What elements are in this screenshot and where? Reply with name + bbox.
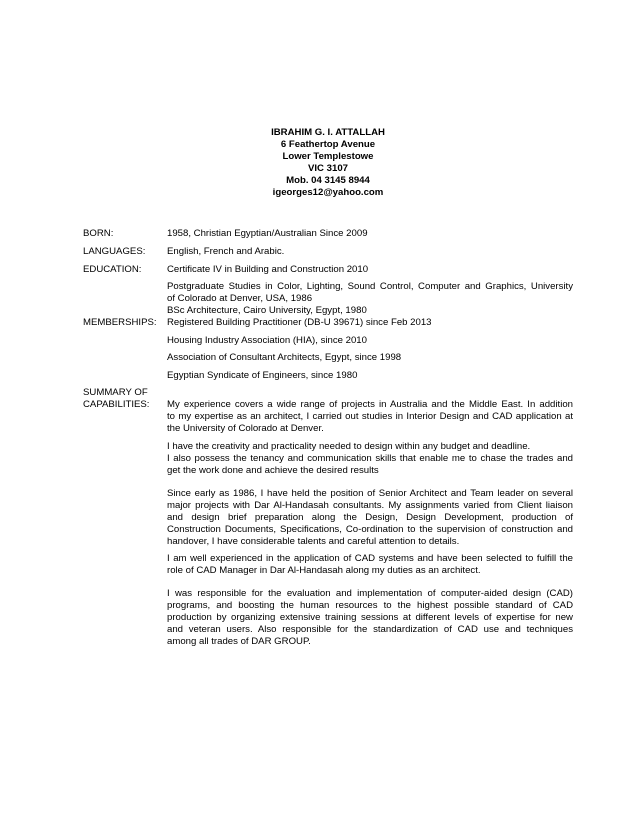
education-label: EDUCATION:	[83, 264, 142, 275]
summary-line: programs, and boosting the human resources to the highest possible standard of CAD	[167, 600, 573, 611]
summary-line: and design brief preparation along the Design, Design Development, production of	[167, 512, 573, 523]
summary-line: among all trades of DAR GROUP.	[167, 636, 311, 647]
summary-line: I have the creativity and practicality needed to design within any budget and deadline.	[167, 441, 531, 452]
membership-item-1: Registered Building Practitioner (DB-U 39671) since Feb 2013	[167, 317, 432, 328]
summary-line: to my expertise as an architect, I carried out studies in Interior Design and CAD application at	[167, 411, 573, 422]
education-item-2	[167, 281, 573, 305]
membership-item-2-line: Housing Industry Association (HIA), since 2010	[167, 335, 367, 346]
education-item-2-line: Postgraduate Studies in Color, Lighting, Sound Control, Computer and Graphics, University	[167, 281, 573, 292]
mobile-number: Mob. 04 3145 8944	[286, 175, 370, 186]
languages-label: LANGUAGES:	[83, 246, 146, 257]
born-value: 1958, Christian Egyptian/Australian Since 2009	[167, 228, 368, 239]
summary-label-line: CAPABILITIES:	[83, 399, 150, 410]
summary-paragraph-1	[167, 399, 573, 435]
summary-paragraph-5	[167, 588, 573, 648]
membership-item-2	[167, 335, 573, 347]
education-item-1: Certificate IV in Building and Construction 2010	[167, 264, 369, 275]
education-item-3	[167, 305, 573, 317]
summary-line: the University of Colorado at Denver.	[167, 423, 324, 434]
summary-line: production by organizing extensive training sessions at different levels of expertise for new	[167, 612, 573, 623]
membership-item-4	[167, 370, 573, 382]
summary-line: My experience covers a wide range of projects in Australia and the Middle East. In addition	[167, 399, 573, 410]
membership-item-3-line: Association of Consultant Architects, Egypt, since 1998	[167, 352, 402, 363]
membership-item-4-line: Egyptian Syndicate of Engineers, since 1980	[167, 370, 358, 381]
summary-line: get the work done and achieve the desired results	[167, 465, 379, 476]
contact-header	[0, 127, 638, 199]
address-suburb: Lower Templestowe	[282, 151, 374, 162]
summary-paragraph-4	[167, 553, 573, 577]
summary-line: I am well experienced in the application of CAD systems and have been selected to fulfill the	[167, 553, 573, 564]
languages-value: English, French and Arabic.	[167, 246, 285, 257]
summary-paragraph-2	[167, 441, 573, 477]
summary-line: I also possess the tenancy and communication skills that enable me to chase the trades and	[167, 453, 573, 464]
address-street: 6 Feathertop Avenue	[280, 139, 376, 150]
summary-label	[83, 387, 167, 411]
summary-line: major projects with Dar Al-Handasah consultants. My assignments varied from Client liaison	[167, 500, 573, 511]
applicant-name: IBRAHIM G. I. ATTALLAH	[271, 127, 385, 138]
summary-line: Since early as 1986, I have held the position of Senior Architect and Team leader on several	[167, 488, 573, 499]
address-state: VIC 3107	[307, 163, 348, 174]
summary-line: handover, I have considerable talents and careful attention to details.	[167, 536, 460, 547]
summary-line: I was responsible for the evaluation and implementation of computer-aided design (CAD)	[167, 588, 573, 599]
born-label: BORN:	[83, 228, 114, 239]
summary-paragraph-3	[167, 488, 573, 548]
summary-label-line: SUMMARY OF	[83, 387, 148, 398]
summary-line: role of CAD Manager in Dar Al-Handasah along my duties as an architect.	[167, 565, 481, 576]
memberships-label: MEMBERSHIPS:	[83, 317, 157, 328]
education-item-3-line: BSc Architecture, Cairo University, Egypt, 1980	[167, 305, 367, 316]
email-address: igeorges12@yahoo.com	[272, 187, 384, 198]
education-item-2-line: of Colorado at Denver, USA, 1986	[167, 293, 313, 304]
summary-line: and veteran users. Also responsible for the standardization of CAD use and techniques	[167, 624, 573, 635]
membership-item-3	[167, 352, 573, 364]
summary-line: Construction Documents, Specifications, Co-ordination to the supervision of construction and	[167, 524, 573, 535]
